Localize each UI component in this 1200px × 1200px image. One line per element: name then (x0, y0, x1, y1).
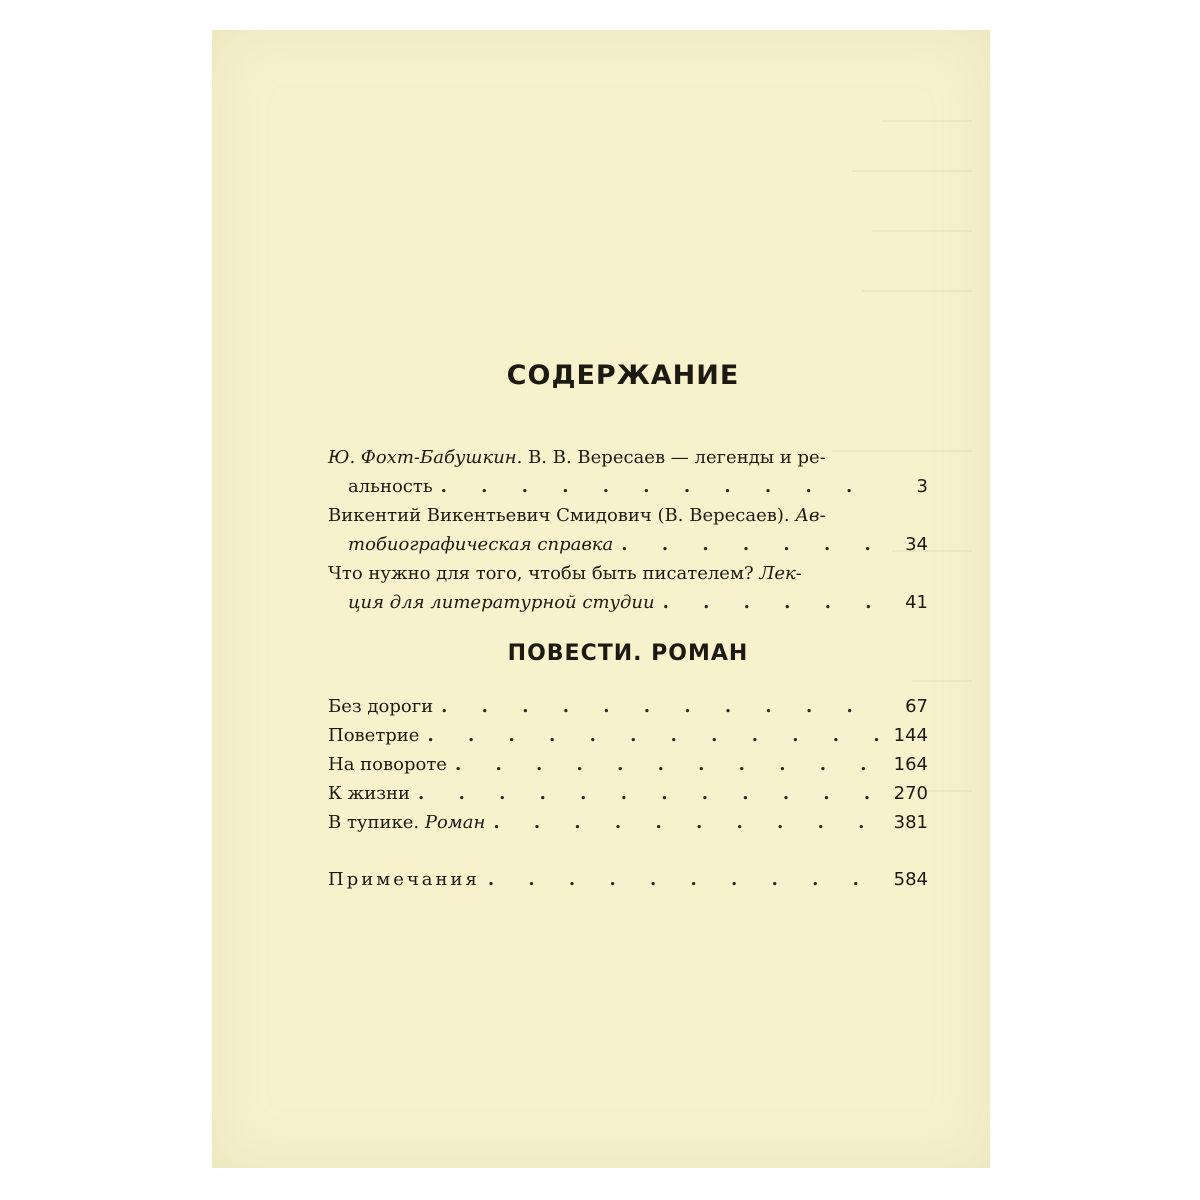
toc-story (328, 779, 928, 808)
toc-entry-author: Ю. Фохт-Бабушкин (328, 447, 517, 468)
toc-entry-title: . В. В. Вересаев — легенды и ре- (516, 447, 826, 468)
toc-entry-subtitle-cont: тобиографическая справка (348, 534, 614, 555)
toc-story-title: К жизни (328, 783, 411, 804)
spacer (328, 837, 928, 865)
page-title: СОДЕРЖАНИЕ (506, 360, 740, 391)
toc-story (328, 692, 928, 721)
toc-entry-line2 (328, 588, 928, 617)
toc-entry-line2 (328, 472, 928, 501)
toc-entry-title-cont: альность (348, 476, 433, 497)
section-title: ПОВЕСТИ. РОМАН (507, 641, 749, 666)
page-number: 270 (893, 783, 928, 804)
page-number: 41 (905, 592, 928, 613)
toc-entry-subtitle-cont: ция для литературной студии (348, 592, 655, 613)
toc-story (328, 721, 928, 750)
toc-story (328, 808, 928, 837)
toc-story-title: На повороте (328, 754, 447, 775)
toc-entry (328, 501, 928, 559)
page-number: 34 (905, 534, 928, 555)
page-number: 3 (916, 476, 928, 497)
dot-leader (663, 588, 884, 617)
toc-entry-line1 (328, 501, 928, 530)
table-of-contents (328, 360, 928, 894)
toc-story-title: Без дороги (328, 696, 434, 717)
page-number: 144 (893, 725, 928, 746)
toc-story-title: Поветрие (328, 725, 420, 746)
toc-entry (328, 443, 928, 501)
toc-entry-title: Что нужно для того, чтобы быть писателем? (328, 563, 754, 584)
dot-leader (493, 808, 884, 837)
toc-entry-title: Викентий Викентьевич Смидович (В. Вересаев). (328, 505, 790, 526)
toc-entry-line1 (328, 559, 928, 588)
toc-notes (328, 865, 928, 894)
page-number: 584 (893, 869, 928, 890)
toc-notes-title: Примечания (328, 869, 480, 890)
toc-story-title: В тупике. (328, 812, 420, 833)
toc-story (328, 750, 928, 779)
bleed-through-line (882, 120, 972, 122)
dot-leader (418, 779, 884, 808)
bleed-through-line (852, 170, 972, 172)
page-number: 164 (893, 754, 928, 775)
toc-entry (328, 559, 928, 617)
toc-entry-subtitle: Ав- (789, 505, 826, 526)
bleed-through-line (862, 290, 972, 292)
toc-entry-line2 (328, 530, 928, 559)
dot-leader (441, 692, 884, 721)
page-number: 67 (905, 696, 928, 717)
toc-story-subtitle: Роман (424, 812, 486, 833)
dot-leader (488, 865, 884, 894)
dot-leader (427, 721, 884, 750)
page-number: 381 (893, 812, 928, 833)
book-page (212, 30, 990, 1168)
toc-entry-line1 (328, 443, 928, 472)
dot-leader (455, 750, 884, 779)
toc-entry-subtitle: Лек- (753, 563, 802, 584)
bleed-through-line (872, 230, 972, 232)
dot-leader (441, 472, 884, 501)
dot-leader (621, 530, 884, 559)
